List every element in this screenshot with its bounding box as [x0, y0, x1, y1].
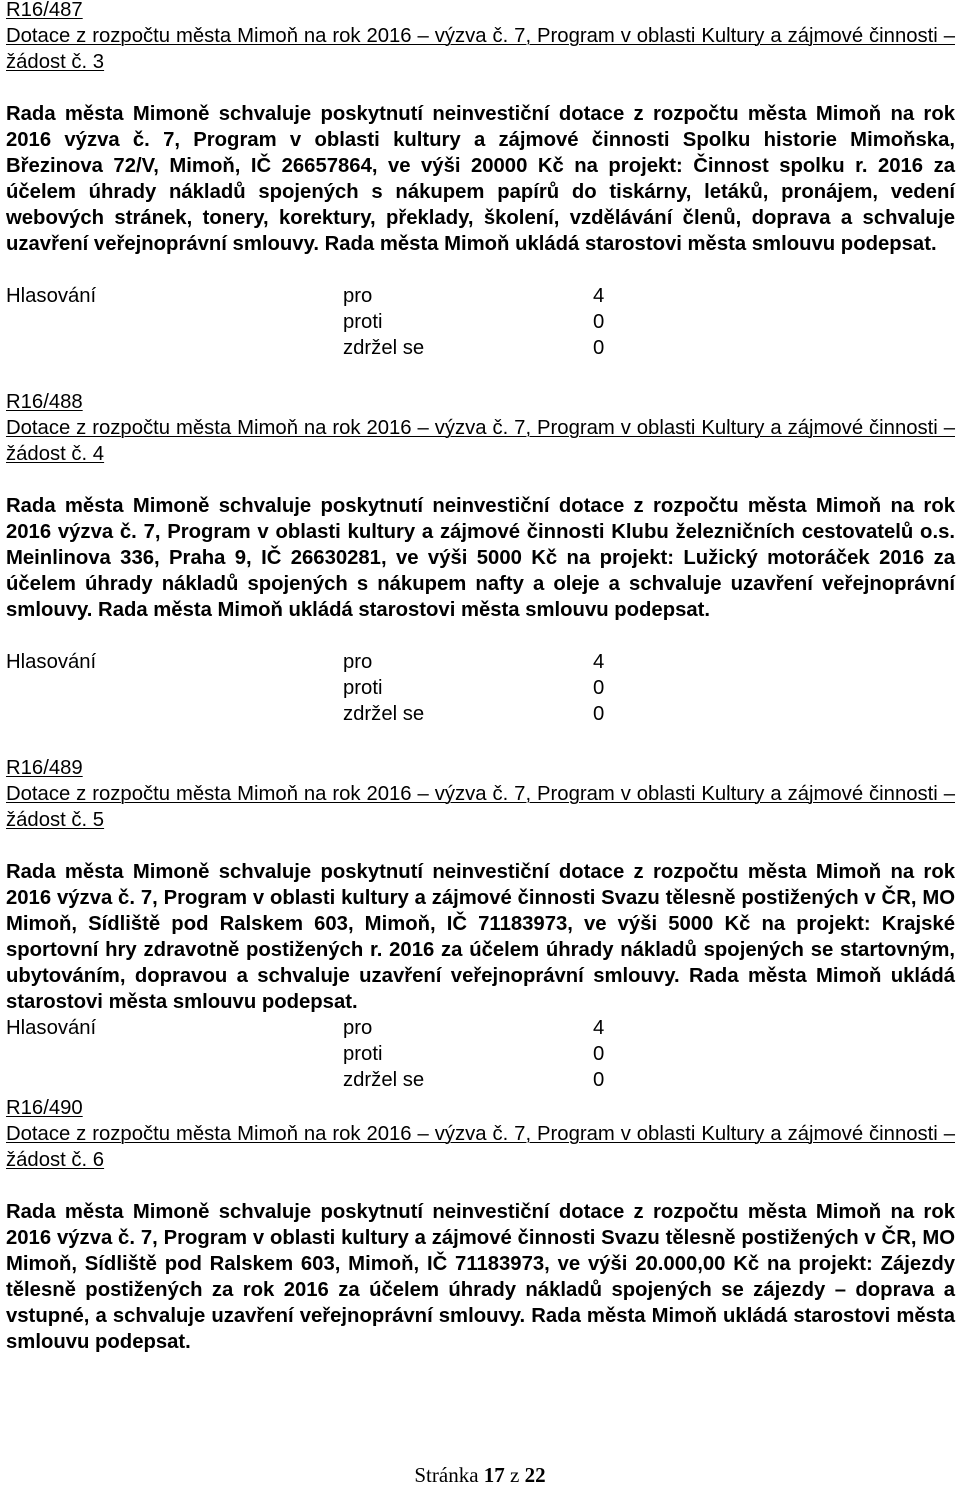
vote-label: Hlasování [6, 1017, 97, 1039]
footer-page-number: 17 [483, 1463, 505, 1487]
resolution-number: R16/488 [6, 391, 83, 413]
vote-proti-label: proti [343, 311, 383, 333]
resolution-title: Dotace z rozpočtu města Mimoň na rok 2016 – výzva č. 7, Program v oblasti Kultury a zájmové činnosti – žádost č. 5 [6, 783, 955, 831]
vote-label: Hlasování [6, 285, 97, 307]
resolution-title: Dotace z rozpočtu města Mimoň na rok 2016 – výzva č. 7, Program v oblasti Kultury a zájmové činnosti – žádost č. 4 [6, 417, 955, 465]
resolution-title: Dotace z rozpočtu města Mimoň na rok 2016 – výzva č. 7, Program v oblasti Kultury a zájmové činnosti – žádost č. 6 [6, 1123, 955, 1171]
resolution-number: R16/487 [6, 0, 83, 21]
page-footer [0, 1463, 960, 1487]
footer-total-pages: 22 [524, 1463, 546, 1487]
vote-proti-label: proti [343, 1043, 383, 1065]
resolution-section [6, 0, 955, 361]
resolution-text: Rada města Mimoně schvaluje poskytnutí neinvestiční dotace z rozpočtu města Mimoň na rok 2016 výzva č. 7, Program v oblasti kultury a zájmové činnosti Svazu tělesně postižených v ČR, MO Mimoň, Sídliště pod Ralskem 603, Mimoň, IČ 71183973, ve výši 5000 Kč na projekt: Krajské sportovní hry zdravotně postižených r. 2016 za účelem úhrady nákladů spojených se startovným, ubytováním, dopravou a schvaluje uzavření veřejnoprávní smlouvy. Rada města Mimoň ukládá starostovi města smlouvu podepsat. [6, 861, 955, 1013]
resolution-section [6, 389, 955, 727]
vote-zdrzel-label: zdržel se [343, 703, 425, 725]
footer-separator: z [510, 1463, 520, 1487]
vote-label: Hlasování [6, 651, 97, 673]
vote-zdrzel-count: 0 [593, 703, 605, 725]
vote-zdrzel-label: zdržel se [343, 1069, 425, 1091]
vote-proti-count: 0 [593, 311, 605, 333]
resolution-number: R16/489 [6, 757, 83, 779]
vote-pro-count: 4 [593, 285, 605, 307]
vote-pro-count: 4 [593, 1017, 605, 1039]
vote-block [6, 283, 955, 361]
vote-proti-count: 0 [593, 1043, 605, 1065]
resolution-text: Rada města Mimoně schvaluje poskytnutí neinvestiční dotace z rozpočtu města Mimoň na rok 2016 výzva č. 7, Program v oblasti kultury a zájmové činnosti Spolku historie Mimoňska, Březinova 72/V, Mimoň, IČ 26657864, ve výši 20000 Kč na projekt: Činnost spolku r. 2016 za účelem úhrady nákladů spojených s nákupem papírů do tiskárny, letáků, pronájem, vedení webových stránek, tonery, korektury, překlady, školení, vzdělávání členů, doprava a schvaluje uzavření veřejnoprávní smlouvy. Rada města Mimoň ukládá starostovi města smlouvu podepsat. [6, 103, 955, 255]
vote-pro-label: pro [343, 651, 373, 673]
footer-prefix: Stránka [414, 1463, 479, 1487]
resolution-text: Rada města Mimoně schvaluje poskytnutí neinvestiční dotace z rozpočtu města Mimoň na rok 2016 výzva č. 7, Program v oblasti kultury a zájmové činnosti Klubu železničních cestovatelů o.s. Meinlinova 336, Praha 9, IČ 26630281, ve výši 5000 Kč na projekt: Lužický motoráček 2016 za účelem úhrady nákladů spojených s nákupem nafty a oleje a schvaluje uzavření veřejnoprávní smlouvy. Rada města Mimoň ukládá starostovi města smlouvu podepsat. [6, 495, 955, 621]
resolution-number: R16/490 [6, 1097, 83, 1119]
resolution-section [6, 755, 955, 1093]
resolution-text: Rada města Mimoně schvaluje poskytnutí neinvestiční dotace z rozpočtu města Mimoň na rok 2016 výzva č. 7, Program v oblasti kultury a zájmové činnosti Svazu tělesně postižených v ČR, MO Mimoň, Sídliště pod Ralskem 603, Mimoň, IČ 71183973, ve výši 20.000,00 Kč na projekt: Zájezdy tělesně postižených za rok 2016 za účelem úhrady nákladů spojených se zájezdy – doprava a vstupné, a schvaluje uzavření veřejnoprávní smlouvy. Rada města Mimoň ukládá starostovi města smlouvu podepsat. [6, 1201, 955, 1353]
resolution-title: Dotace z rozpočtu města Mimoň na rok 2016 – výzva č. 7, Program v oblasti Kultury a zájmové činnosti – žádost č. 3 [6, 25, 955, 73]
vote-proti-count: 0 [593, 677, 605, 699]
vote-pro-label: pro [343, 1017, 373, 1039]
vote-pro-count: 4 [593, 651, 605, 673]
vote-zdrzel-count: 0 [593, 337, 605, 359]
vote-zdrzel-label: zdržel se [343, 337, 425, 359]
vote-proti-label: proti [343, 677, 383, 699]
resolution-section [6, 1095, 955, 1355]
vote-zdrzel-count: 0 [593, 1069, 605, 1091]
vote-block [6, 1015, 955, 1093]
vote-block [6, 649, 955, 727]
vote-pro-label: pro [343, 285, 373, 307]
